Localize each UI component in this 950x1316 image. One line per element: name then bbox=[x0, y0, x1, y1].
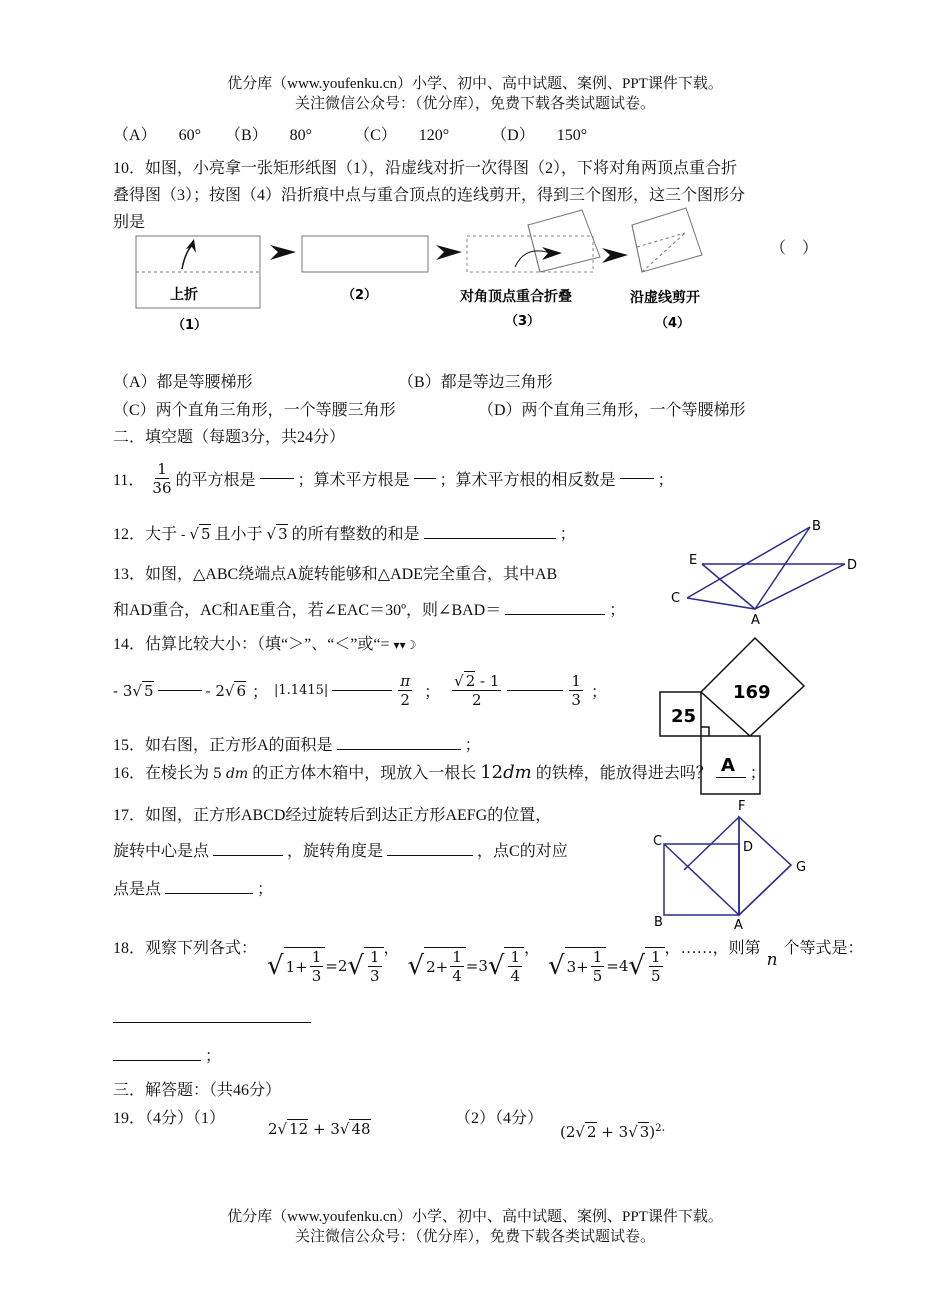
q17-blank-1[interactable] bbox=[213, 855, 283, 856]
q17-line-2b: ，旋转角度是 bbox=[287, 843, 384, 860]
q14-line-1-tail: ▾▾☽ bbox=[393, 638, 417, 652]
q10-fig-1-label: （1） bbox=[172, 318, 208, 333]
q18-eq-1-eq: =2 bbox=[325, 957, 348, 975]
q14-third-denominator: 3 bbox=[571, 691, 581, 709]
q15-square-a: A bbox=[721, 755, 735, 776]
q14-pi-fraction bbox=[398, 672, 412, 709]
q16-edge-unit: dm bbox=[225, 766, 249, 782]
q17-line-2 bbox=[113, 838, 568, 861]
q14-pi-numerator: π bbox=[400, 672, 411, 690]
q19-e2-plus: + 3 bbox=[601, 1123, 629, 1141]
q17-blank-2[interactable] bbox=[387, 855, 473, 856]
q13-blank[interactable] bbox=[505, 614, 605, 615]
q12-radicand-1: 5 bbox=[200, 525, 211, 543]
section-3-title: 三．解答题：（共46分） bbox=[113, 1082, 282, 1099]
q10-fig-4-label: （4） bbox=[655, 316, 691, 331]
q18-eq-3-a: 3+ bbox=[566, 957, 589, 976]
q14-e1b: - 2 bbox=[205, 681, 225, 700]
q14-line-1 bbox=[113, 631, 416, 654]
q14-root-numerator-tail: - 1 bbox=[480, 672, 500, 690]
q11-blank-2[interactable] bbox=[414, 478, 436, 479]
q10-option-d: （D）两个直角三角形，一个等腰梯形 bbox=[478, 402, 746, 419]
q13-line-2-text: 和AD重合，AC和AE重合，若∠EAC＝30º，则∠BAD＝ bbox=[113, 602, 502, 619]
q16-rod-unit: dm bbox=[503, 762, 532, 783]
q16-end: ； bbox=[749, 765, 766, 782]
q13-figure bbox=[665, 512, 865, 627]
q12-text-3: 的所有整数的和是 bbox=[291, 526, 420, 543]
q9-option-c-value: 120° bbox=[418, 127, 450, 144]
q11-blank-1[interactable] bbox=[260, 478, 294, 479]
q13-line-2 bbox=[113, 597, 625, 620]
q18-blank-2[interactable] bbox=[113, 1060, 201, 1061]
q10-fig-3-text: 对角顶点重合折叠 bbox=[460, 289, 572, 305]
q14-e1-radicand-2: 6 bbox=[236, 681, 246, 700]
q14-sep-3: ； bbox=[590, 684, 607, 701]
q18-eq-3-eq: =4 bbox=[606, 957, 629, 975]
q9-options bbox=[113, 122, 587, 145]
q18-comma-1: ， bbox=[383, 939, 400, 957]
q18-eq-3-n: 1 bbox=[592, 948, 603, 966]
q17-blank-3[interactable] bbox=[165, 893, 253, 894]
q10-option-a: （A）都是等腰梯形 bbox=[113, 374, 253, 391]
q10-fig-4-text: 沿虚线剪开 bbox=[630, 290, 700, 306]
q9-option-c-label: （C） bbox=[354, 127, 397, 144]
q11-fraction bbox=[150, 460, 173, 497]
q16-text-2: 的正方体木箱中，现放入一根长 bbox=[252, 765, 477, 782]
q10-fig-2 bbox=[302, 236, 428, 303]
q11-number: 11． bbox=[113, 472, 145, 489]
q15-square-25: 25 bbox=[671, 706, 697, 727]
q14-third-fraction bbox=[569, 672, 583, 709]
header-line-1: 优分库（www.youfenku.cn）小学、初中、高中试题、案例、PPT课件下载。 bbox=[227, 76, 723, 92]
q19-e2-close: ) bbox=[649, 1123, 656, 1141]
q11-text-2: ；算术平方根是 bbox=[297, 472, 410, 489]
q13-label-c: C bbox=[671, 591, 681, 606]
q18-eq-2-rn: 1 bbox=[510, 948, 521, 966]
q15-end: ； bbox=[464, 737, 481, 754]
q18-eq-1-a: 1+ bbox=[285, 957, 308, 976]
q14-blank-2[interactable] bbox=[332, 690, 392, 691]
q10-answer-bracket: （ ） bbox=[770, 240, 819, 257]
q10-line-1: 10．如图，小亮拿一张矩形纸图（1），沿虚线对折一次得图（2），下将对角两顶点重合折 bbox=[113, 160, 738, 177]
footer-line-1: 优分库（www.youfenku.cn）小学、初中、高中试题、案例、PPT课件下载。 bbox=[227, 1209, 723, 1225]
header-line-2: 关注微信公众号：（优分库），免费下载各类试题试卷。 bbox=[294, 96, 655, 112]
q18-eq-3-rd: 5 bbox=[651, 967, 661, 985]
q18-comma-2: ， bbox=[524, 939, 541, 957]
q12-text-4: ； bbox=[559, 526, 576, 543]
q14-pi-denominator: 2 bbox=[400, 691, 410, 709]
q17-line-1: 17．如图，正方形ABCD经过旋转后到达正方形AEFG的位置， bbox=[113, 807, 552, 824]
q18-comma-3: ， bbox=[664, 939, 681, 957]
q16-blank[interactable] bbox=[716, 777, 746, 778]
q14-line-1-text: 14．估算比较大小：（填“＞”、“＜”或“= bbox=[113, 636, 390, 653]
q15-text: 15．如右图，正方形A的面积是 bbox=[113, 737, 333, 754]
q13-label-b: B bbox=[812, 519, 821, 534]
q19-e1-radicand-2: 48 bbox=[351, 1120, 371, 1138]
q13-label-d: D bbox=[847, 558, 858, 573]
q19-e1-plus: + 3 bbox=[312, 1120, 340, 1138]
q10-option-c: （C）两个直角三角形，一个等腰三角形 bbox=[113, 402, 396, 419]
q18-eq-2-a: 2+ bbox=[426, 957, 449, 976]
q18-eq-2-eq: =3 bbox=[465, 957, 488, 975]
q18-eq-1-rn: 1 bbox=[369, 948, 380, 966]
q12: 12．大于 - √ 5 且小于 √ 3 的所有整数的和是 ； bbox=[113, 525, 576, 543]
q16-edge-value: 5 bbox=[213, 766, 222, 782]
q18-eq-2-rd: 4 bbox=[510, 967, 521, 985]
q18-n-variable: n bbox=[766, 950, 778, 970]
q9-option-d-label: （D） bbox=[491, 127, 535, 144]
q14-root-numerator-radicand: 2 bbox=[465, 672, 476, 690]
q17-label-g: G bbox=[796, 860, 807, 875]
q17-line-3 bbox=[113, 876, 273, 899]
q14-third-numerator: 1 bbox=[571, 672, 581, 690]
q19-e2-end: . bbox=[661, 1120, 666, 1134]
q11-fraction-numerator: 1 bbox=[157, 460, 167, 478]
q11-text-3: ；算术平方根的相反数是 bbox=[439, 472, 616, 489]
q18-eq-3-rn: 1 bbox=[651, 948, 661, 966]
q16 bbox=[113, 760, 766, 783]
q18-eq-2-n: 1 bbox=[452, 948, 462, 966]
q16-rod-value: 12 bbox=[480, 762, 504, 783]
q16-text-3: 的铁棒，能放得进去吗？ bbox=[535, 765, 712, 782]
q14-sep-1: ； bbox=[252, 684, 269, 701]
q18-eq-1-rd: 3 bbox=[369, 967, 380, 985]
footer-line-2: 关注微信公众号：（优分库），免费下载各类试题试卷。 bbox=[294, 1229, 655, 1245]
q19-part-1-label: 19．（4分）（1） bbox=[113, 1110, 226, 1127]
q14-root-fraction: $\frac{√ 2 - 1}{2}$ bbox=[454, 672, 500, 709]
q10-fig-3 bbox=[459, 210, 600, 329]
q10-fig-2-label: （2） bbox=[342, 288, 378, 303]
q19-e2-radicand-1: 2 bbox=[586, 1123, 597, 1141]
q14-sep-2: ； bbox=[424, 684, 441, 701]
q17-figure bbox=[648, 795, 818, 935]
q15-blank[interactable] bbox=[337, 749, 461, 750]
q18-line-2 bbox=[113, 1043, 221, 1066]
q14-e1a: - 3 bbox=[113, 681, 133, 700]
q18-eq-2: √ 2+ $\frac{1}{4}$ =3 √ $\frac{1}{4}$ bbox=[408, 947, 525, 985]
q12-text-1: 12．大于 bbox=[113, 526, 178, 543]
q14-root-denominator: 2 bbox=[472, 691, 482, 709]
q14-e1-radicand: 5 bbox=[143, 681, 154, 700]
arrow-icon bbox=[602, 248, 628, 263]
q18-text-1: 18．观察下列各式： bbox=[113, 939, 258, 957]
q13-line-2-end: ； bbox=[609, 602, 626, 619]
section-2-title: 二．填空题（每题3分，共24分） bbox=[113, 429, 346, 446]
q9-option-d-value: 150° bbox=[556, 127, 588, 144]
q19-e2-open: (2 bbox=[560, 1123, 576, 1141]
q10-fig-1-text: 上折 bbox=[170, 287, 198, 303]
q10-fig-3-label: （3） bbox=[505, 314, 541, 329]
q19-part-2-label: （2）（4分） bbox=[455, 1110, 544, 1127]
q19-expr-1: 2√ 12 + 3√ 48 bbox=[268, 1120, 371, 1138]
q19-e1a: 2 bbox=[268, 1120, 278, 1138]
q17-label-c: C bbox=[653, 834, 663, 849]
q9-option-b-value: 80° bbox=[289, 127, 313, 144]
q19-e1-radicand-1: 12 bbox=[289, 1120, 309, 1138]
q11 bbox=[113, 460, 674, 497]
q17-line-2a: 旋转中心是点 bbox=[113, 843, 210, 860]
q17-line-2c: ，点C的对应 bbox=[477, 843, 568, 860]
q10-option-b: （B）都是等边三角形 bbox=[398, 374, 553, 391]
q18 bbox=[113, 925, 864, 985]
q13-label-e: E bbox=[689, 553, 698, 568]
q17-label-d: D bbox=[743, 840, 754, 855]
q18-eq-2-d: 4 bbox=[452, 967, 462, 985]
q11-blank-3[interactable] bbox=[620, 478, 654, 479]
q14-blank-1[interactable] bbox=[158, 690, 202, 691]
q10-line-3: 别是 bbox=[113, 214, 146, 231]
q18-end: ； bbox=[205, 1048, 222, 1065]
q12-text-2: 且小于 bbox=[214, 526, 263, 543]
q15-square-169: 169 bbox=[733, 682, 771, 703]
q18-eq-1-d: 3 bbox=[311, 967, 322, 985]
arrow-icon bbox=[436, 245, 462, 260]
q17-label-b: B bbox=[654, 915, 663, 930]
q17-label-a: A bbox=[734, 918, 743, 933]
q9-option-b-label: （B） bbox=[224, 127, 268, 144]
q14-blank-3[interactable] bbox=[507, 690, 563, 691]
q19-e2-exponent: 2 bbox=[655, 1123, 662, 1134]
q18-eq-3: √ 3+ $\frac{1}{5}$ =4 √ $\frac{1}{5}$ bbox=[548, 947, 665, 985]
q12-radicand-2: 3 bbox=[278, 525, 288, 543]
q17-line-3a: 点是点 bbox=[113, 881, 162, 898]
q10-fig-4 bbox=[630, 208, 702, 331]
q11-text-1: 的平方根是 bbox=[175, 472, 256, 489]
q14-abs: |1.1415| bbox=[274, 683, 329, 698]
q18-blank-1[interactable] bbox=[113, 1022, 311, 1023]
q14-expressions: - 3 √ 5 - 2 √ 6 ； |1.1415| $\frac{\pi}{2}$ ； $\frac{√ 2 - 1}{2}$ $\frac{1}{3}$ ； bbox=[113, 672, 607, 709]
q13-line-1: 13．如图，△ABC绕端点A旋转能够和△ADE完全重合，其中AB bbox=[113, 566, 558, 583]
q18-eq-3-d: 5 bbox=[592, 967, 603, 985]
arrow-icon bbox=[270, 245, 296, 260]
q13-label-a: A bbox=[751, 613, 760, 627]
q15 bbox=[113, 732, 481, 755]
q9-option-a-value: 60° bbox=[178, 127, 201, 144]
q9-option-a-label: （A） bbox=[113, 127, 157, 144]
q12-blank[interactable] bbox=[424, 538, 556, 539]
q10-line-2: 叠得图（3）；按图（4）沿折痕中点与重合顶点的连线剪开，得到三个图形，这三个图形分 bbox=[113, 187, 746, 204]
q11-text-4: ； bbox=[657, 472, 674, 489]
q18-eq-1-n: 1 bbox=[311, 948, 322, 966]
q11-fraction-denominator: 36 bbox=[152, 479, 172, 497]
q12-neg: - bbox=[181, 528, 186, 543]
q19-e2-radicand-2: 3 bbox=[639, 1123, 650, 1141]
q18-text-2: 个等式是： bbox=[783, 939, 864, 957]
q17-line-3b: ； bbox=[257, 881, 274, 898]
q16-text-1: 16．在棱长为 bbox=[113, 765, 210, 782]
q18-eq-1: √ 1+ $\frac{1}{3}$ =2 √ $\frac{1}{3}$ bbox=[267, 947, 384, 985]
q19-expr-2: (2√ 2 + 3√ 3)$^{2.}$ bbox=[560, 1120, 666, 1141]
q10-figure bbox=[130, 205, 750, 340]
q17-label-f: F bbox=[738, 799, 746, 814]
q18-dots: ……，则第 bbox=[680, 939, 761, 957]
q10-fig-1 bbox=[136, 236, 260, 333]
